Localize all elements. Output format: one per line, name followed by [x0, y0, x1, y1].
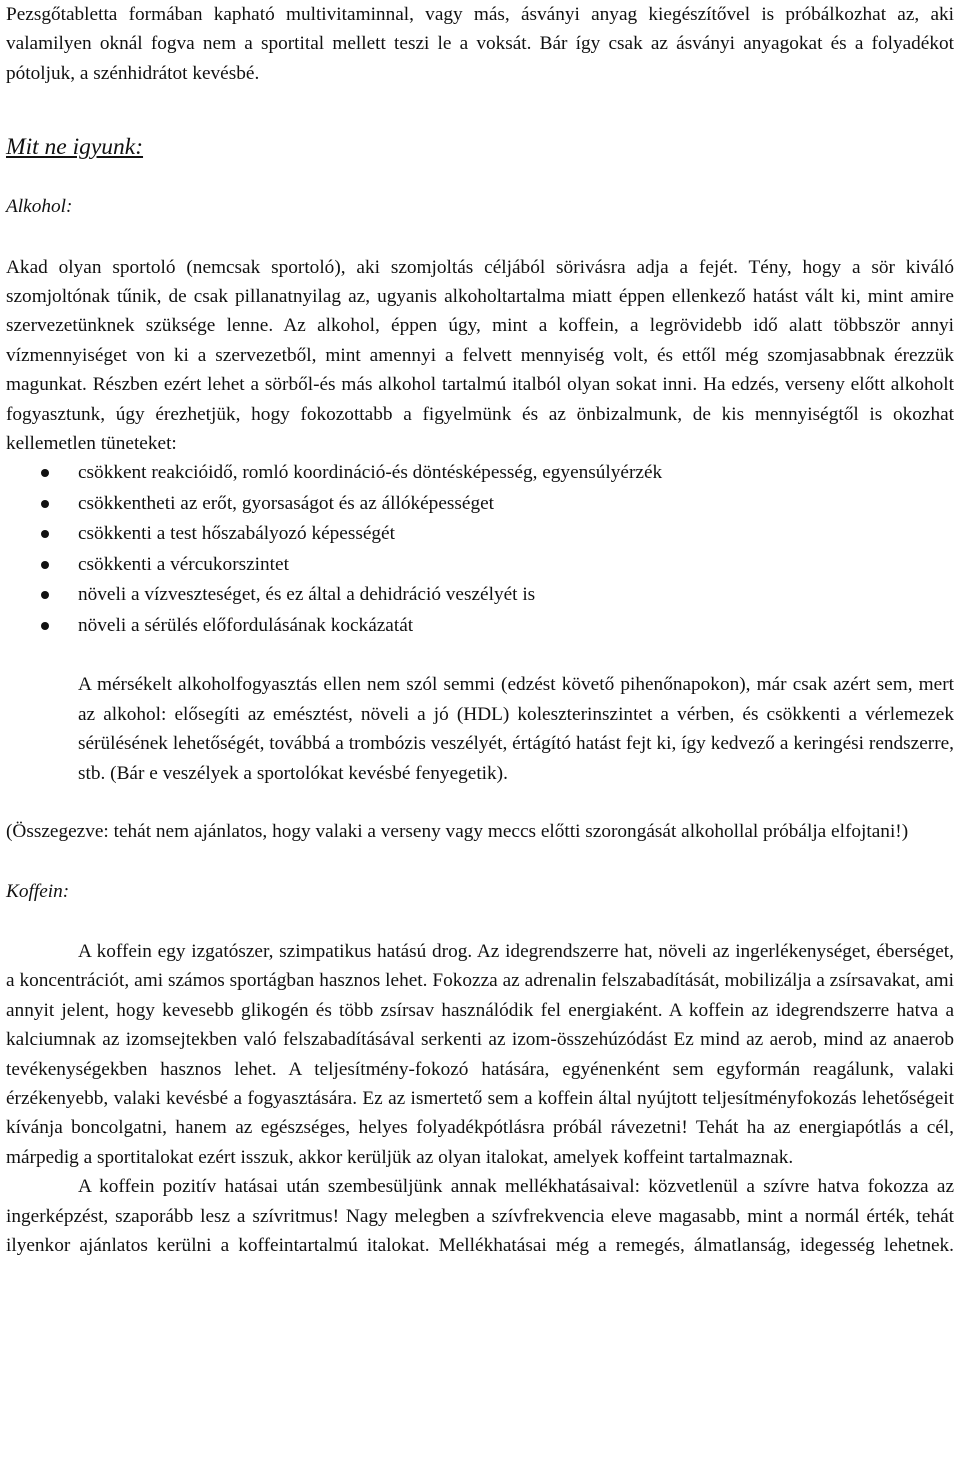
bullet-icon: [41, 622, 49, 630]
list-item: [6, 550, 954, 581]
list-item-text: csökkenti a test hőszabályozó képességét: [78, 523, 395, 545]
alcohol-subheading: Alkohol:: [6, 196, 73, 218]
summary-paragraph: (Összegezve: tehát nem ajánlatos, hogy valaki a verseny vagy meccs előtti szorongását alkohollal próbálja elfojtani!): [6, 821, 909, 843]
list-item: [6, 489, 954, 520]
list-item-text: csökkent reakcióidő, romló koordináció-és döntésképesség, egyensúlyérzék: [78, 462, 663, 484]
intro-paragraph: Pezsgőtabletta formában kapható multivitaminnal, vagy más, ásványi anyag kiegészítővel is próbálkozhat az, aki valamilyen oknál fogva nem a sportital mellett teszi le a voksát. Bár így csak az ásványi anyagokat és a folyadékot pótoljuk, a szénhidrátot kevésbé.: [6, 4, 954, 84]
list-item: [6, 611, 954, 642]
alcohol-effects-list: [6, 458, 954, 641]
list-item-text: csökkentheti az erőt, gyorsaságot és az állóképességet: [78, 492, 494, 514]
alcohol-paragraph: Akad olyan sportoló (nemcsak sportoló), aki szomjoltás céljából sörivásra adja a fejét. Tény, hogy a sör kiváló szomjoltónak tűnik, de csak pillanatnyilag az, ugyanis alkoholtartalma miatt éppen ellenkező hatást vált ki, mint amire szervezetünknek szüksége lenne. Az alkohol, éppen úgy, mint a koffein, a legrövidebb idő alatt többször annyi vízmennyiséget von ki a szervezetből, mint amennyi a felvett mennyiség volt, és ettől még szomjasabbnak érezzük magunkat. Részben ezért lehet a sörből-és más alkohol tartalmú italból olyan sokat inni. Ha edzés, verseny előtt alkoholt fogyasztunk, úgy érezhetjük, hogy fokozottabb a figyelmünk és az önbizalmunk, de kis mennyiségtől is okozhat kellemetlen tüneteket:: [6, 256, 954, 455]
moderate-consumption-paragraph: A mérsékelt alkoholfogyasztás ellen nem szól semmi (edzést követő pihenőnapokon), már csak azért sem, mert az alkohol: elősegíti az emésztést, növeli a jó (HDL) koleszterinszintet a vérben, és csökkenti a vérlemezek sérülésének lehetőségét, továbbá a trombózis veszélyét, értágító hatást fejt ki, így kedvező a keringési rendszerre, stb. (Bár e veszélyek a sportolókat kevésbé fenyegetik).: [78, 674, 954, 784]
bullet-icon: [41, 469, 49, 477]
list-item: [6, 580, 954, 611]
list-item: [6, 458, 954, 489]
bullet-icon: [41, 561, 49, 569]
section-heading: Mit ne igyunk:: [6, 134, 144, 161]
list-item: [6, 519, 954, 550]
bullet-icon: [41, 500, 49, 508]
bullet-icon: [41, 591, 49, 599]
list-item-text: csökkenti a vércukorszintet: [78, 553, 289, 575]
document-page: [6, 0, 954, 1260]
list-item-text: növeli a vízveszteséget, és ez által a dehidráció veszélyét is: [78, 584, 536, 606]
caffeine-subheading: Koffein:: [6, 880, 70, 902]
bullet-icon: [41, 530, 49, 538]
caffeine-paragraph-1: A koffein egy izgatószer, szimpatikus hatású drog. Az idegrendszerre hat, növeli az ingerlékenységet, éberséget, a koncentrációt, ami számos sportágban hasznos lehet. Fokozza az adrenalin felszabadítását, mobilizálja a zsírsavakat, ami annyit jelent, hogy kevesebb glikogén és több zsírsav használódik fel energiaként. A koffein az idegrendszerre hatva a kalciumnak az izomsejtekben való felszabadításával serkenti az izom-összehúzódást Ez mind az aerob, mind az anaerob tevékenységekben hasznos lehet. A teljesítmény-fokozó hatására, egyénenként sem egyformán reagálunk, valaki érzékenyebb, valaki kevésbé a fogyasztására. Ez az ismertető sem a koffein által nyújtott teljesítményfokozás lehetőségeit kívánja boncolgatni, hanem az egészséges, helyes folyadékpótlásra próbál rávezetni! Tehát ha az energiapótlás a cél, márpedig a sportitalokat ezért isszuk, akkor kerüljük az olyan italokat, amelyek koffeint tartalmaznak.: [6, 940, 954, 1168]
list-item-text: növeli a sérülés előfordulásának kockázatát: [78, 614, 414, 636]
caffeine-paragraph-2: A koffein pozitív hatásai után szembesüljünk annak mellékhatásaival: közvetlenül a szívre hatva fokozza az ingerképzést, szaporább lesz a szívritmus! Nagy melegben a szívfrekvencia eleve magasabb, mint a normál érték, tehát ilyenkor ajánlatos kerülni a koffeintartalmú italokat. Mellékhatásai még a remegés, álmatlanság, idegesség lehetnek.: [6, 1176, 954, 1256]
